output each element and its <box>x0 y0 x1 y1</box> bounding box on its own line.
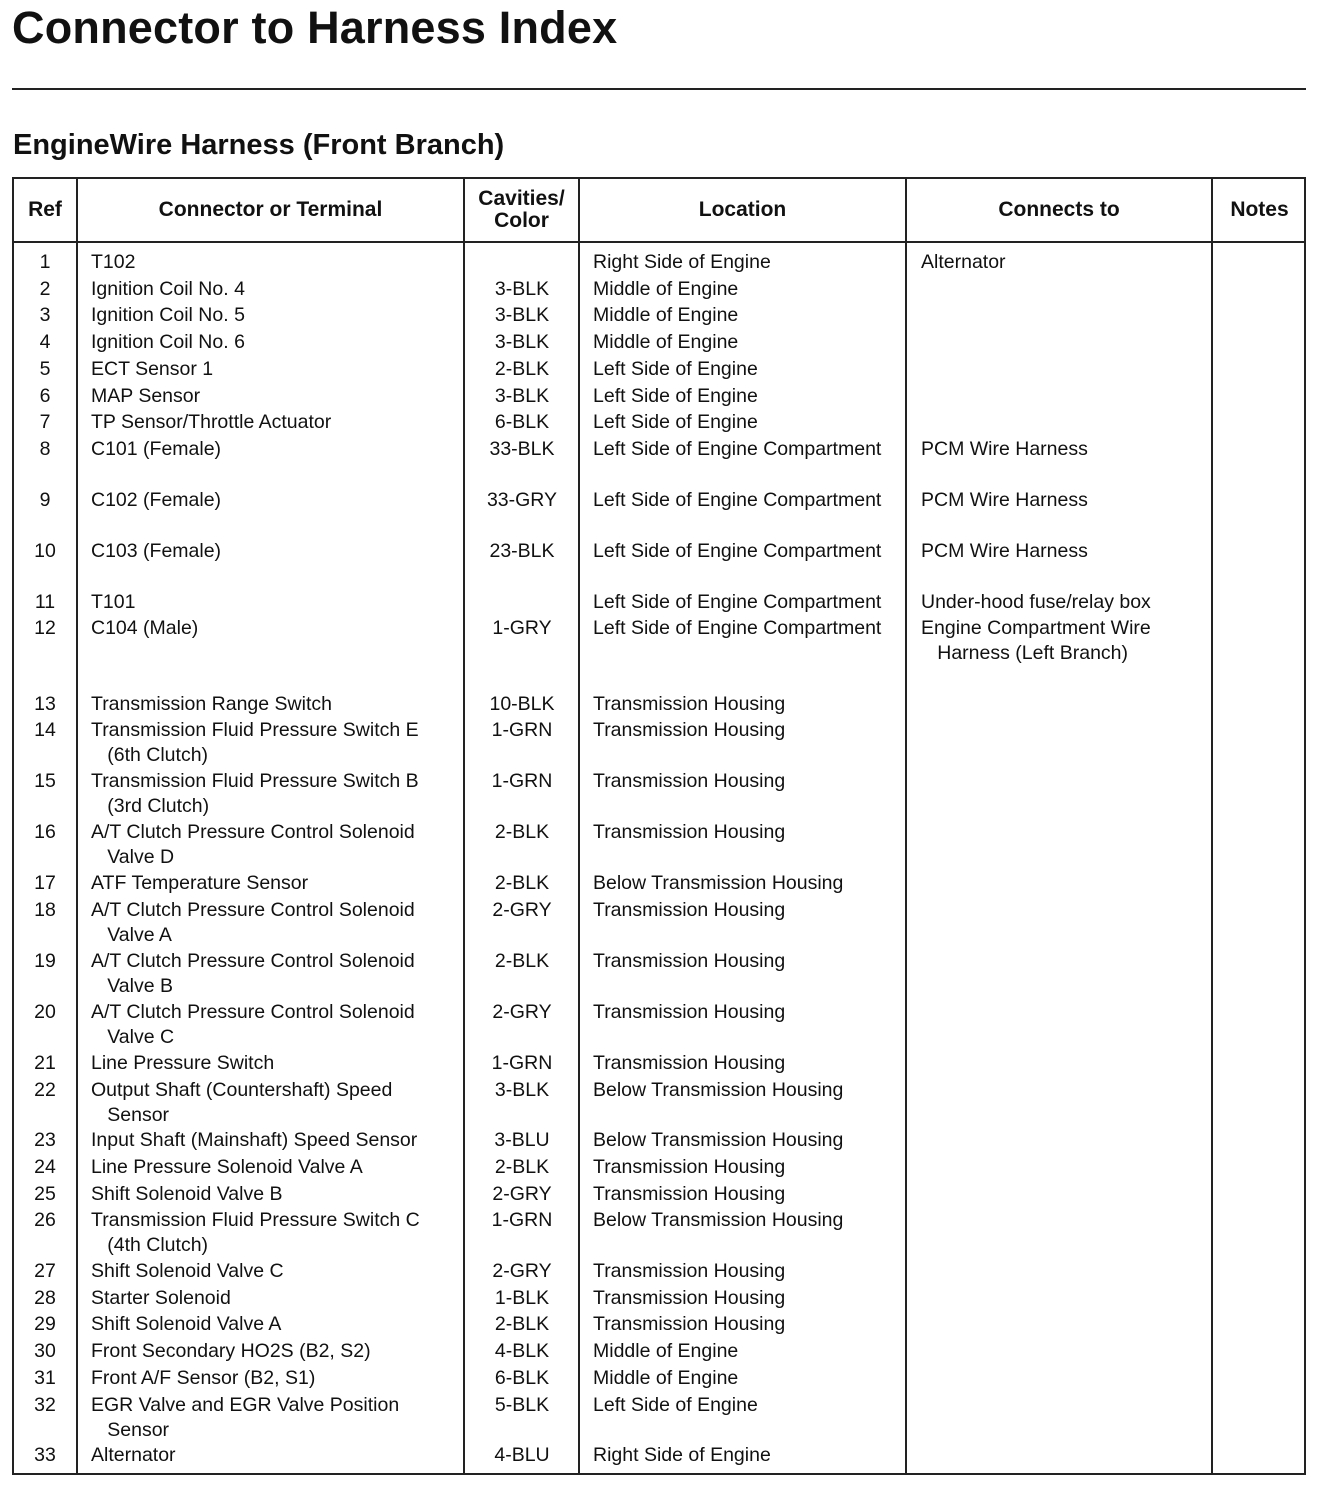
row-ref: 21 <box>34 1052 56 1074</box>
header-cavities-line1: Cavities/ <box>478 187 565 210</box>
row-location: Transmission Housing <box>593 693 786 715</box>
row-cavities: 2-BLK <box>494 821 550 843</box>
row-location: Middle of Engine <box>593 278 739 300</box>
row-connector: TP Sensor/Throttle Actuator <box>91 411 332 433</box>
row-cavities: 2-GRY <box>492 899 552 921</box>
row-cavities: 33-BLK <box>489 438 555 460</box>
row-location: Left Side of Engine Compartment <box>593 617 882 639</box>
row-location: Below Transmission Housing <box>593 1079 844 1101</box>
header-cavities-line2: Color <box>494 209 549 232</box>
row-connector: A/T Clutch Pressure Control Solenoid Valve C <box>91 1001 415 1048</box>
row-cavities: 2-BLK <box>494 1313 550 1335</box>
row-location: Transmission Housing <box>593 1260 786 1282</box>
header-location: Location <box>698 198 787 221</box>
row-ref: 28 <box>34 1287 56 1309</box>
row-cavities: 2-BLK <box>494 950 550 972</box>
row-ref: 33 <box>34 1444 56 1466</box>
row-cavities: 2-BLK <box>494 358 550 380</box>
row-location: Left Side of Engine Compartment <box>593 489 882 511</box>
row-location: Left Side of Engine Compartment <box>593 540 882 562</box>
row-location: Transmission Housing <box>593 899 786 921</box>
row-connects-to: Engine Compartment Wire Harness (Left Branch) <box>921 617 1151 664</box>
row-ref: 1 <box>39 251 51 273</box>
row-ref: 10 <box>34 540 56 562</box>
row-connector: T101 <box>91 591 136 613</box>
row-location: Middle of Engine <box>593 1340 739 1362</box>
row-cavities: 1-GRY <box>492 617 552 639</box>
row-location: Below Transmission Housing <box>593 872 844 894</box>
row-connector: A/T Clutch Pressure Control Solenoid Valve D <box>91 821 415 868</box>
row-location: Transmission Housing <box>593 821 786 843</box>
row-ref: 20 <box>34 1001 56 1023</box>
row-connector: Shift Solenoid Valve A <box>91 1313 282 1335</box>
row-cavities: 2-GRY <box>492 1183 552 1205</box>
row-cavities: 3-BLK <box>494 1079 550 1101</box>
row-cavities: 1-GRN <box>491 1052 553 1074</box>
row-connector: Transmission Fluid Pressure Switch E (6th Clutch) <box>91 719 419 766</box>
row-location: Middle of Engine <box>593 304 739 326</box>
row-ref: 15 <box>34 770 56 792</box>
row-location: Transmission Housing <box>593 950 786 972</box>
row-cavities: 3-BLK <box>494 385 550 407</box>
row-location: Transmission Housing <box>593 1001 786 1023</box>
row-connects-to: Alternator <box>921 251 1006 273</box>
row-ref: 14 <box>34 719 56 741</box>
row-cavities: 3-BLK <box>494 304 550 326</box>
row-ref: 22 <box>34 1079 56 1101</box>
page-title: Connector to Harness Index <box>12 2 618 53</box>
header-connects-to: Connects to <box>998 198 1120 221</box>
row-cavities: 1-GRN <box>491 770 553 792</box>
row-location: Left Side of Engine Compartment <box>593 438 882 460</box>
row-connector: C104 (Male) <box>91 617 199 639</box>
row-connector: A/T Clutch Pressure Control Solenoid Valve B <box>91 950 415 997</box>
row-connector: A/T Clutch Pressure Control Solenoid Valve A <box>91 899 415 946</box>
row-connector: Line Pressure Solenoid Valve A <box>91 1156 363 1178</box>
row-ref: 24 <box>34 1156 56 1178</box>
row-location: Transmission Housing <box>593 1052 786 1074</box>
row-cavities: 6-BLK <box>494 411 550 433</box>
row-ref: 26 <box>34 1209 56 1231</box>
row-connector: C103 (Female) <box>91 540 222 562</box>
row-cavities: 3-BLK <box>494 331 550 353</box>
row-cavities: 5-BLK <box>494 1394 550 1416</box>
row-ref: 23 <box>34 1129 56 1151</box>
row-ref: 9 <box>39 489 51 511</box>
header-ref: Ref <box>28 198 62 221</box>
row-location: Transmission Housing <box>593 1183 786 1205</box>
row-ref: 17 <box>34 872 56 894</box>
row-cavities: 4-BLU <box>494 1444 550 1466</box>
row-connector: T102 <box>91 251 136 273</box>
row-location: Left Side of Engine <box>593 411 758 433</box>
row-connector: C101 (Female) <box>91 438 222 460</box>
row-ref: 25 <box>34 1183 56 1205</box>
row-ref: 12 <box>34 617 56 639</box>
row-ref: 2 <box>39 278 51 300</box>
row-connector: Ignition Coil No. 6 <box>91 331 245 353</box>
row-cavities: 1-GRN <box>491 1209 553 1231</box>
row-cavities: 6-BLK <box>494 1367 550 1389</box>
row-connector: Input Shaft (Mainshaft) Speed Sensor <box>91 1129 418 1151</box>
row-connector: Front A/F Sensor (B2, S1) <box>91 1367 316 1389</box>
row-location: Transmission Housing <box>593 719 786 741</box>
row-connector: MAP Sensor <box>91 385 201 407</box>
row-location: Below Transmission Housing <box>593 1209 844 1231</box>
row-connector: Line Pressure Switch <box>91 1052 275 1074</box>
row-connects-to: Under-hood fuse/relay box <box>921 591 1151 613</box>
header-notes: Notes <box>1230 198 1289 221</box>
row-location: Transmission Housing <box>593 1287 786 1309</box>
row-connects-to: PCM Wire Harness <box>921 438 1088 460</box>
row-ref: 31 <box>34 1367 56 1389</box>
row-connector: ATF Temperature Sensor <box>91 872 309 894</box>
row-ref: 5 <box>39 358 51 380</box>
row-location: Below Transmission Housing <box>593 1129 844 1151</box>
row-connector: Transmission Fluid Pressure Switch B (3rd Clutch) <box>91 770 419 817</box>
row-location: Middle of Engine <box>593 1367 739 1389</box>
row-cavities: 3-BLU <box>494 1129 550 1151</box>
row-cavities: 3-BLK <box>494 278 550 300</box>
row-connector: ECT Sensor 1 <box>91 358 214 380</box>
section-title: EngineWire Harness (Front Branch) <box>13 129 505 161</box>
row-cavities: 2-BLK <box>494 872 550 894</box>
row-cavities: 2-GRY <box>492 1260 552 1282</box>
row-connector: Starter Solenoid <box>91 1287 231 1309</box>
row-connector: Transmission Range Switch <box>91 693 332 715</box>
row-ref: 4 <box>39 331 51 353</box>
row-cavities: 33-GRY <box>486 489 558 511</box>
row-connector: Shift Solenoid Valve B <box>91 1183 283 1205</box>
row-connects-to: PCM Wire Harness <box>921 540 1088 562</box>
row-connector: C102 (Female) <box>91 489 222 511</box>
row-ref: 32 <box>34 1394 56 1416</box>
row-cavities: 2-BLK <box>494 1156 550 1178</box>
row-connects-to: PCM Wire Harness <box>921 489 1088 511</box>
row-location: Left Side of Engine Compartment <box>593 591 882 613</box>
row-cavities: 23-BLK <box>489 540 555 562</box>
row-ref: 30 <box>34 1340 56 1362</box>
header-connector: Connector or Terminal <box>158 198 383 221</box>
row-connector: Ignition Coil No. 5 <box>91 304 245 326</box>
row-ref: 8 <box>39 438 51 460</box>
row-location: Right Side of Engine <box>593 1444 771 1466</box>
row-ref: 6 <box>39 385 51 407</box>
row-ref: 27 <box>34 1260 56 1282</box>
row-connector: Ignition Coil No. 4 <box>91 278 245 300</box>
row-connector: Front Secondary HO2S (B2, S2) <box>91 1340 371 1362</box>
row-ref: 19 <box>34 950 56 972</box>
row-location: Left Side of Engine <box>593 358 758 380</box>
row-cavities: 2-GRY <box>492 1001 552 1023</box>
row-connector: Alternator <box>91 1444 176 1466</box>
row-ref: 13 <box>34 693 56 715</box>
row-cavities: 10-BLK <box>489 693 555 715</box>
row-location: Transmission Housing <box>593 1156 786 1178</box>
row-location: Transmission Housing <box>593 1313 786 1335</box>
row-ref: 18 <box>34 899 56 921</box>
row-cavities: 1-GRN <box>491 719 553 741</box>
row-ref: 16 <box>34 821 56 843</box>
row-connector: EGR Valve and EGR Valve Position Sensor <box>91 1394 400 1441</box>
row-location: Left Side of Engine <box>593 385 758 407</box>
row-connector: Shift Solenoid Valve C <box>91 1260 284 1282</box>
row-connector: Transmission Fluid Pressure Switch C (4th Clutch) <box>91 1209 420 1256</box>
row-ref: 3 <box>39 304 51 326</box>
row-connector: Output Shaft (Countershaft) Speed Sensor <box>91 1079 393 1126</box>
row-location: Transmission Housing <box>593 770 786 792</box>
row-ref: 11 <box>34 591 56 613</box>
row-cavities: 4-BLK <box>494 1340 550 1362</box>
row-location: Right Side of Engine <box>593 251 771 273</box>
row-location: Left Side of Engine <box>593 1394 758 1416</box>
row-cavities: 1-BLK <box>494 1287 550 1309</box>
row-location: Middle of Engine <box>593 331 739 353</box>
row-ref: 7 <box>39 411 51 433</box>
row-ref: 29 <box>34 1313 56 1335</box>
